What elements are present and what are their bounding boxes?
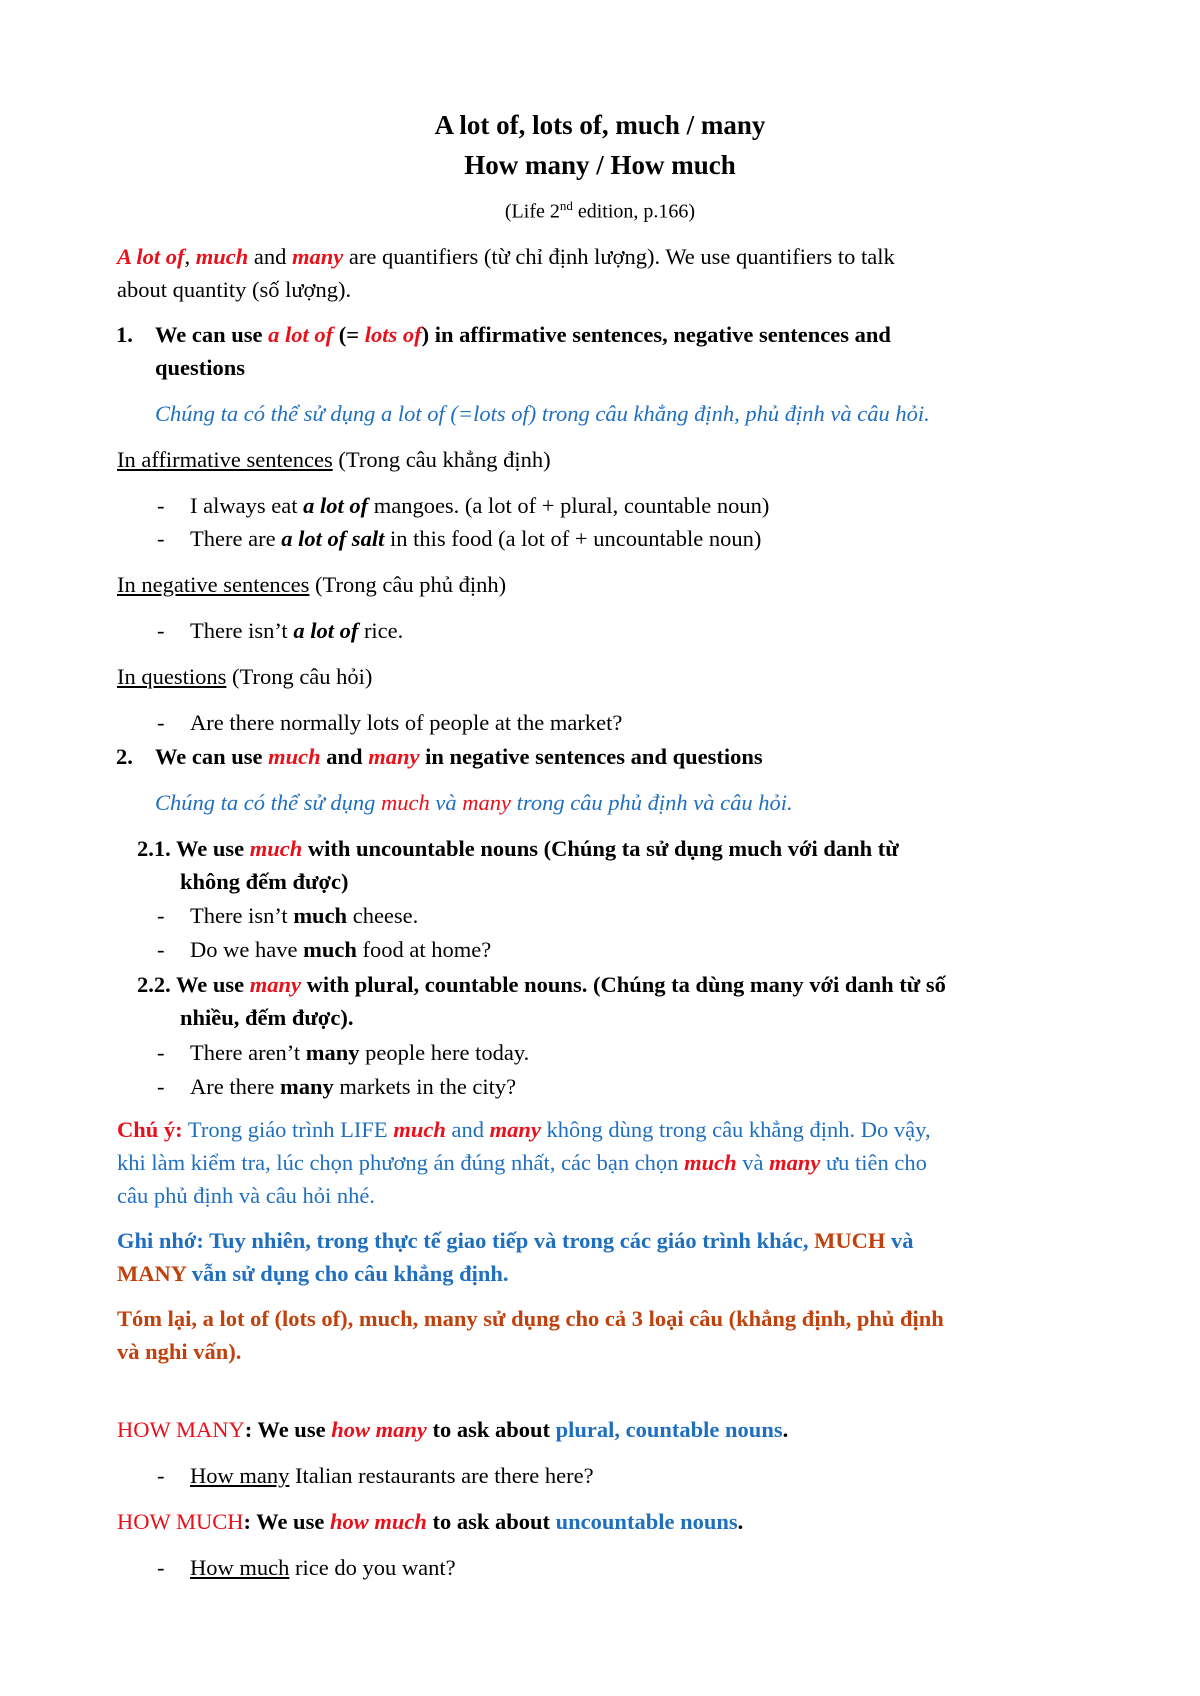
summary-paragraph-line2: và nghi vấn). — [117, 1339, 242, 1364]
section-number-2: 2. — [116, 744, 133, 769]
subsection-2-1-heading-line2: không đếm được) — [180, 869, 349, 894]
note-paragraph-line2: khi làm kiểm tra, lúc chọn phương án đúng nhất, các bạn chọn much và many ưu tiên cho — [117, 1150, 927, 1175]
example-6: Do we have much food at home? — [190, 937, 492, 962]
bullet-dash: - — [157, 493, 165, 518]
bullet-dash: - — [157, 937, 165, 962]
example-4: Are there normally lots of people at the market? — [190, 710, 623, 735]
example-2: There are a lot of salt in this food (a lot of + uncountable noun) — [190, 526, 762, 551]
bullet-dash: - — [157, 903, 165, 928]
subsection-2-2-heading-line2: nhiều, đếm được). — [180, 1005, 354, 1030]
section-1-heading-line2: questions — [155, 355, 246, 380]
note-paragraph: Chú ý: Trong giáo trình LIFE much and many không dùng trong câu khẳng định. Do vậy, — [117, 1117, 931, 1142]
section-2-vietnamese: Chúng ta có thể sử dụng much và many trong câu phủ định và câu hỏi. — [155, 790, 793, 815]
subsection-2-1-heading: 2.1. We use much with uncountable nouns (Chúng ta sử dụng much với danh từ — [137, 836, 899, 861]
bullet-dash: - — [157, 1463, 165, 1488]
section-1-heading: We can use a lot of (= lots of) in affirmative sentences, negative sentences and — [155, 322, 891, 347]
subsection-2-2-heading: 2.2. We use many with plural, countable nouns. (Chúng ta dùng many với danh từ số — [137, 972, 946, 997]
example-1: I always eat a lot of mangoes. (a lot of + plural, countable noun) — [190, 493, 770, 518]
bullet-dash: - — [157, 710, 165, 735]
section-1-vietnamese: Chúng ta có thể sử dụng a lot of (=lots of) trong câu khẳng định, phủ định và câu hỏi. — [155, 401, 930, 426]
intro-paragraph-line2: about quantity (số lượng). — [117, 277, 352, 302]
section-2-heading: We can use much and many in negative sentences and questions — [155, 744, 763, 769]
questions-label: In questions (Trong câu hỏi) — [117, 664, 373, 689]
bullet-dash: - — [157, 1074, 165, 1099]
example-3: There isn’t a lot of rice. — [190, 618, 404, 643]
how-many-example: How many Italian restaurants are there here? — [190, 1463, 594, 1488]
bullet-dash: - — [157, 618, 165, 643]
example-7: There aren’t many people here today. — [190, 1040, 530, 1065]
page-subtitle: How many / How much — [464, 150, 736, 180]
negative-label: In negative sentences (Trong câu phủ định) — [117, 572, 507, 597]
bullet-dash: - — [157, 1040, 165, 1065]
how-much-rule: HOW MUCH: We use how much to ask about uncountable nouns. — [117, 1509, 744, 1534]
bullet-dash: - — [157, 526, 165, 551]
section-number-1: 1. — [116, 322, 133, 347]
bullet-dash: - — [157, 1555, 165, 1580]
remember-paragraph: Ghi nhớ: Tuy nhiên, trong thực tế giao tiếp và trong các giáo trình khác, MUCH và — [117, 1228, 914, 1253]
summary-paragraph: Tóm lại, a lot of (lots of), much, many sử dụng cho cả 3 loại câu (khẳng định, phủ định — [117, 1306, 944, 1331]
example-8: Are there many markets in the city? — [190, 1074, 517, 1099]
remember-paragraph-line2: MANY vẫn sử dụng cho câu khẳng định. — [117, 1261, 509, 1286]
affirmative-label: In affirmative sentences (Trong câu khẳng định) — [117, 447, 551, 472]
note-paragraph-line3: câu phủ định và câu hỏi nhé. — [117, 1183, 376, 1208]
example-5: There isn’t much cheese. — [190, 903, 419, 928]
how-many-rule: HOW MANY: We use how many to ask about plural, countable nouns. — [117, 1417, 789, 1442]
how-much-example: How much rice do you want? — [190, 1555, 456, 1580]
page-title: A lot of, lots of, much / many — [434, 110, 766, 140]
source-note: (Life 2nd edition, p.166) — [504, 198, 696, 223]
intro-paragraph: A lot of, much and many are quantifiers (từ chỉ định lượng). We use quantifiers to talk — [117, 244, 895, 269]
